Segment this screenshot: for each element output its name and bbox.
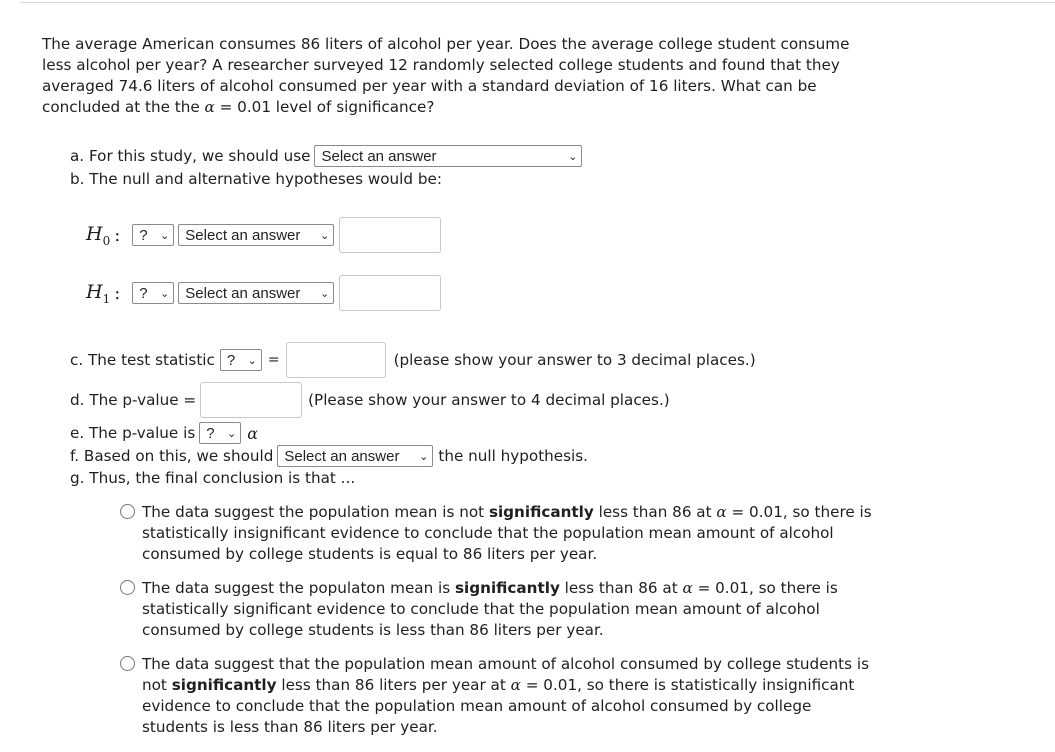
part-a [70, 145, 582, 167]
option-text-part: The data suggest that the population mean amount of alcohol consumed by college students is [142, 655, 869, 673]
problem-line [42, 97, 922, 118]
option-text-part: = 0.01, so there is [726, 503, 872, 521]
part-c-note: (please show your answer to 3 decimal places.) [393, 351, 756, 369]
option-text-part: less than 86 liters per year at [276, 676, 511, 694]
option-text-part: students is less than 86 liters per year. [142, 718, 438, 736]
part-c-label: c. The test statistic [70, 351, 215, 369]
chevron-down-icon: ⌄ [160, 287, 170, 300]
h-subscript: 1 [102, 291, 111, 306]
option-text [142, 578, 920, 641]
decision-select[interactable] [277, 445, 433, 467]
conclusion-option[interactable] [120, 502, 920, 565]
option-text-part: not [142, 676, 172, 694]
radio-button[interactable] [120, 656, 135, 671]
chevron-down-icon: ⌄ [160, 229, 170, 242]
h0-parameter-select[interactable] [178, 224, 334, 246]
part-e-label: e. The p-value is [70, 424, 196, 442]
h0-value-input[interactable] [339, 217, 441, 253]
colon: : [114, 224, 121, 246]
chevron-down-icon: ⌄ [247, 354, 257, 367]
select-value: ? [226, 351, 236, 369]
h-subscript: 0 [102, 233, 111, 248]
part-f [70, 445, 588, 467]
select-value: ? [206, 424, 215, 442]
option-text-part: less than 86 at [593, 503, 717, 521]
part-c [70, 342, 756, 378]
part-b-label: b. The null and alternative hypotheses would be: [70, 170, 442, 188]
chevron-down-icon: ⌄ [568, 150, 578, 163]
select-value: ? [139, 284, 148, 302]
chevron-down-icon: ⌄ [227, 427, 237, 440]
part-d-note: (Please show your answer to 4 decimal places.) [308, 391, 670, 409]
conclusion-option[interactable] [120, 578, 920, 641]
option-emphasis: significantly [488, 503, 594, 521]
part-e [70, 422, 258, 444]
option-text-part: The data suggest the population mean is not [142, 503, 489, 521]
option-emphasis: significantly [455, 579, 560, 597]
option-text-part: = 0.01, so there is statistically insignificant [520, 676, 855, 694]
option-emphasis: significantly [171, 676, 277, 694]
option-text [142, 654, 920, 738]
select-value: Select an answer [185, 226, 301, 244]
h1-value-input[interactable] [339, 275, 441, 311]
problem-text: concluded at the the [42, 98, 205, 116]
problem-statement [42, 34, 922, 118]
h1-label [86, 281, 110, 306]
option-text [142, 502, 920, 565]
part-a-label: a. For this study, we should use [70, 147, 311, 165]
h0-row [86, 217, 441, 253]
option-text-part: less than 86 at [559, 579, 683, 597]
alpha-symbol: α [716, 503, 727, 521]
h0-label [86, 223, 110, 248]
select-value: Select an answer [321, 147, 437, 165]
select-value: Select an answer [185, 284, 301, 302]
problem-line: averaged 74.6 liters of alcohol consumed per year with a standard deviation of 16 liters. What can be [42, 77, 817, 95]
problem-line: The average American consumes 86 liters of alcohol per year. Does the average college student consume [42, 35, 850, 53]
part-f-post: the null hypothesis. [438, 447, 588, 465]
test-statistic-input[interactable] [286, 342, 386, 378]
h1-operator-select[interactable] [132, 282, 174, 304]
chevron-down-icon: ⌄ [419, 450, 429, 463]
part-d-label: d. The p-value = [70, 391, 197, 409]
p-value-input[interactable] [200, 382, 302, 418]
select-value: Select an answer [284, 447, 400, 465]
alpha-symbol: α [510, 676, 521, 694]
test-statistic-type-select[interactable] [220, 349, 262, 371]
part-g [70, 469, 355, 487]
part-g-label: g. Thus, the final conclusion is that ... [70, 469, 356, 487]
chevron-down-icon: ⌄ [320, 229, 330, 242]
option-text-part: statistically significant evidence to conclude that the population mean amount of alcohol [142, 600, 820, 618]
alpha-symbol: α [247, 423, 259, 443]
colon: : [114, 282, 121, 304]
p-value-comparison-select[interactable] [199, 422, 241, 444]
problem-line: less alcohol per year? A researcher surveyed 12 randomly selected college students and found that they [42, 56, 840, 74]
h-letter: H [86, 280, 103, 303]
part-b [70, 170, 442, 188]
option-text-part: = 0.01, so there is [692, 579, 838, 597]
part-d [70, 382, 670, 418]
option-text-part: statistically insignificant evidence to conclude that the population mean amount of alcohol [142, 524, 834, 542]
option-text-part: consumed by college students is less than 86 liters per year. [142, 621, 604, 639]
h1-parameter-select[interactable] [178, 282, 334, 304]
alpha-symbol: α [204, 98, 215, 116]
option-text-part: consumed by college students is equal to 86 liters per year. [142, 545, 598, 563]
equals-sign: = [267, 352, 280, 368]
part-f-label: f. Based on this, we should [70, 447, 274, 465]
h-letter: H [86, 222, 103, 245]
radio-button[interactable] [120, 504, 135, 519]
radio-button[interactable] [120, 580, 135, 595]
h0-operator-select[interactable] [132, 224, 174, 246]
top-divider [20, 2, 1055, 3]
h1-row [86, 275, 441, 311]
problem-text: = 0.01 level of significance? [214, 98, 435, 116]
select-value: ? [139, 226, 148, 244]
alpha-symbol: α [682, 579, 693, 597]
conclusion-option[interactable] [120, 654, 920, 738]
chevron-down-icon: ⌄ [320, 287, 330, 300]
option-text-part: evidence to conclude that the population mean amount of alcohol consumed by college [142, 697, 812, 715]
option-text-part: The data suggest the populaton mean is [142, 579, 456, 597]
study-type-select[interactable] [314, 145, 582, 167]
